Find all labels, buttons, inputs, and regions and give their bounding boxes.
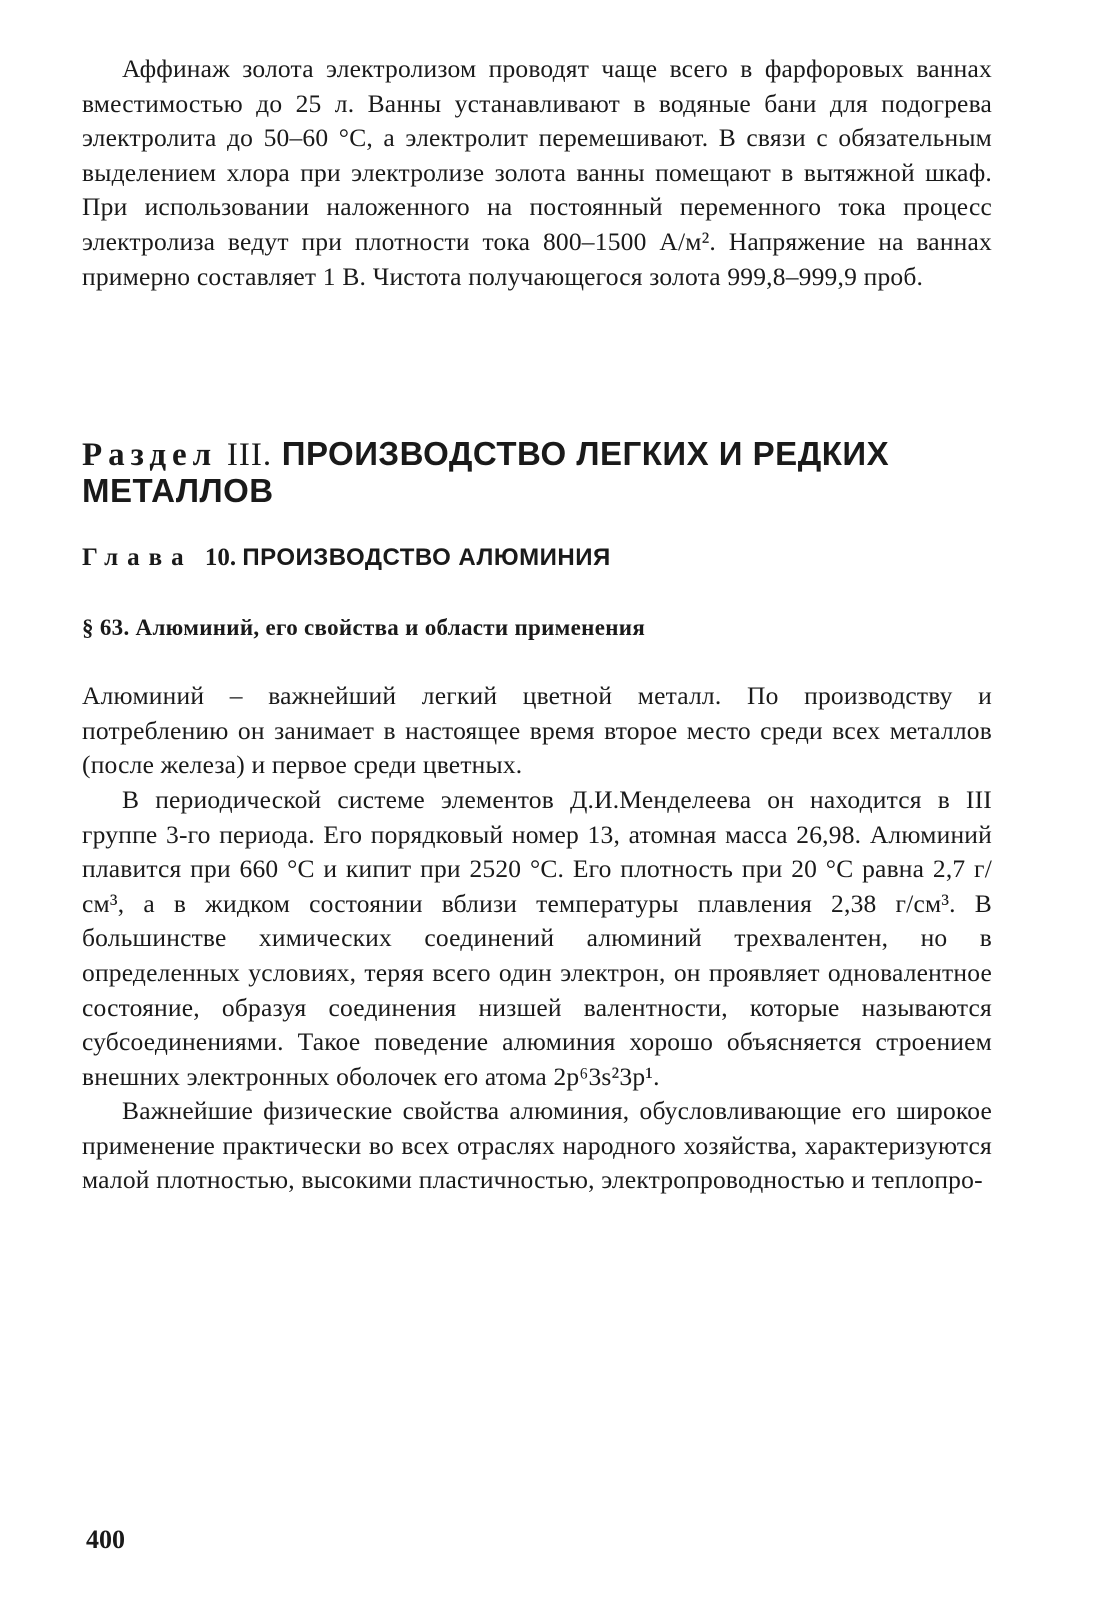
chapter-label: Глава xyxy=(82,544,193,572)
body-paragraph-3: Важнейшие физические свойства алюминия, обусловливающие его широкое применение практически во всех отраслях народного хозяйства, характеризуются малой плотностью, высокими пластичностью, электропроводностью и теплопро- xyxy=(82,1096,992,1195)
section-number: III. xyxy=(226,437,273,474)
body-paragraph-1: Алюминий – важнейший легкий цветной металл. По производству и потреблению он занимает в настоящее время второе место среди всех металлов (после железа) и первое среди цветных. xyxy=(82,681,992,780)
section-label: Раздел xyxy=(82,437,218,474)
section-heading xyxy=(82,436,992,509)
body-paragraph-2: В периодической системе элементов Д.И.Менделеева он находится в III группе 3-го периода. Его порядковый номер 13, атомная масса 26,98. Алюминий плавится при 660 °С и кипит при 2520 °С. Его плотность при 20 °С равна 2,7 г/см³, а в жидком состоянии вблизи температуры плавления 2,38 г/см³. В большинстве химических соединений алюминий трехвалентен, но в определенных условиях, теряя всего один электрон, он проявляет одновалентное состояние, образуя соединения низшей валентности, которые называются субсоединениями. Такое поведение алюминия хорошо объясняется строением внешних электронных оболочек его атома 2p⁶3s²3p¹. xyxy=(82,784,992,1091)
chapter-heading xyxy=(82,543,992,573)
paragraph-heading: § 63. Алюминий, его свойства и области применения xyxy=(82,615,646,641)
page-content xyxy=(82,52,992,1198)
chapter-number: 10. xyxy=(204,544,237,572)
page-number: 400 xyxy=(86,1525,125,1554)
section-title: ПРОИЗВОДСТВО ЛЕГКИХ И РЕДКИХ МЕТАЛЛОВ xyxy=(82,435,890,510)
top-paragraph: Аффинаж золота электролизом проводят чаще всего в фарфоровых ваннах вместимостью до 25 л. Ванны устанавливают в водяные бани для подогрева электролита до 50–60 °С, а электролит перемешивают. В связи с обязательным выделением хлора при электролизе золота ванны помещают в вытяжной шкаф. При использовании наложенного на постоянный переменного тока процесс электролиза ведут при плотности тока 800–1500 А/м². Напряжение на ваннах примерно составляет 1 В. Чистота получающегося золота 999,8–999,9 проб. xyxy=(82,54,992,291)
chapter-title: ПРОИЗВОДСТВО АЛЮМИНИЯ xyxy=(242,544,611,572)
